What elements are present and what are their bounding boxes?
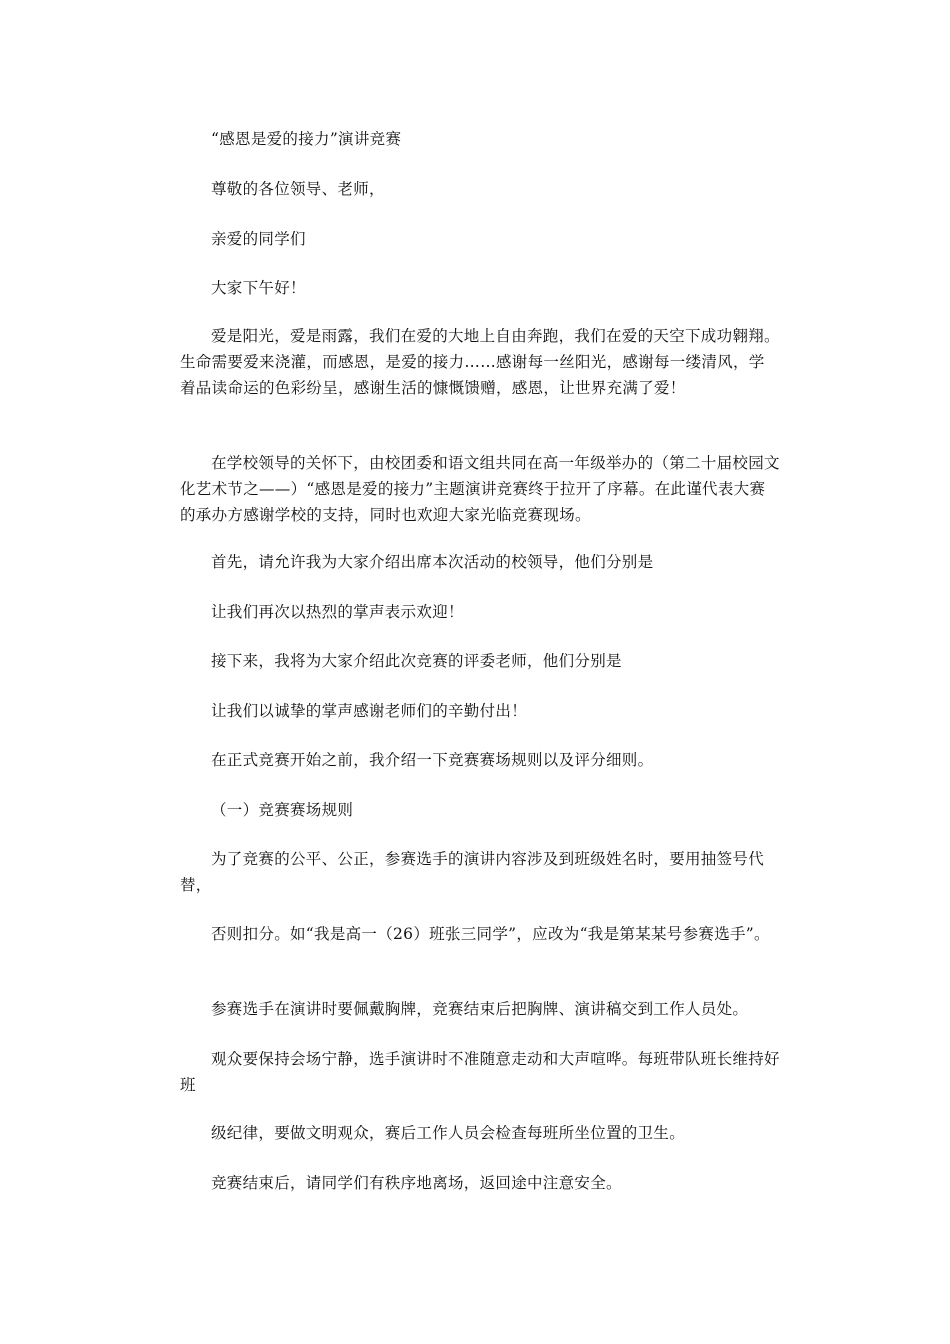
rule-2: 参赛选手在演讲时要佩戴胸牌，竞赛结束后把胸牌、演讲稿交到工作人员处。 xyxy=(211,1000,749,1018)
speech-title: “感恩是爱的接力”演讲竞赛 xyxy=(211,130,402,148)
rule-1-continued: 否则扣分。如“我是高一（26）班张三同学”，应改为“我是第某某号参赛选手”。 xyxy=(211,925,770,943)
section-heading-rules: （一）竞赛赛场规则 xyxy=(211,801,354,819)
paragraph-rules-intro: 在正式竞赛开始之前，我介绍一下竞赛赛场规则以及评分细则。 xyxy=(211,751,654,769)
paragraph-background: 在学校领导的关怀下，由校团委和语文组共同在高一年级举办的（第二十届校园文化艺术节之——）“感恩是爱的接力”主题演讲竞赛终于拉开了序幕。在此谨代表大赛的承办方感谢学校的支持，同时也欢迎大家光临竞赛现场。 xyxy=(180,454,780,524)
rule-1: 为了竞赛的公平、公正，参赛选手的演讲内容涉及到班级姓名时，要用抽签号代替， xyxy=(180,850,765,894)
rule-3-continued: 级纪律，要做文明观众，赛后工作人员会检查每班所坐位置的卫生。 xyxy=(211,1124,686,1142)
paragraph-leaders-intro: 首先，请允许我为大家介绍出席本次活动的校领导，他们分别是 xyxy=(211,553,654,571)
rule-4: 竞赛结束后，请同学们有秩序地离场，返回途中注意安全。 xyxy=(211,1174,622,1192)
paragraph-welcome: 让我们再次以热烈的掌声表示欢迎！ xyxy=(211,603,464,621)
rule-3: 观众要保持会场宁静，选手演讲时不准随意走动和大声喧哗。每班带队班长维持好班 xyxy=(180,1050,780,1094)
paragraph-intro: 爱是阳光，爱是雨露，我们在爱的大地上自由奔跑，我们在爱的天空下成功翱翔。生命需要爱来浇灌，而感恩，是爱的接力……感谢每一丝阳光，感谢每一缕清风，学着品读命运的色彩纷呈，感谢生活的慷慨馈赠，感恩，让世界充满了爱！ xyxy=(180,327,780,397)
paragraph-judges-intro: 接下来，我将为大家介绍此次竞赛的评委老师，他们分别是 xyxy=(211,652,622,670)
greeting: 大家下午好！ xyxy=(211,279,306,297)
salutation-leaders: 尊敬的各位领导、老师， xyxy=(211,180,385,198)
salutation-students: 亲爱的同学们 xyxy=(211,230,306,248)
paragraph-thanks: 让我们以诚挚的掌声感谢老师们的辛勤付出！ xyxy=(211,702,528,720)
